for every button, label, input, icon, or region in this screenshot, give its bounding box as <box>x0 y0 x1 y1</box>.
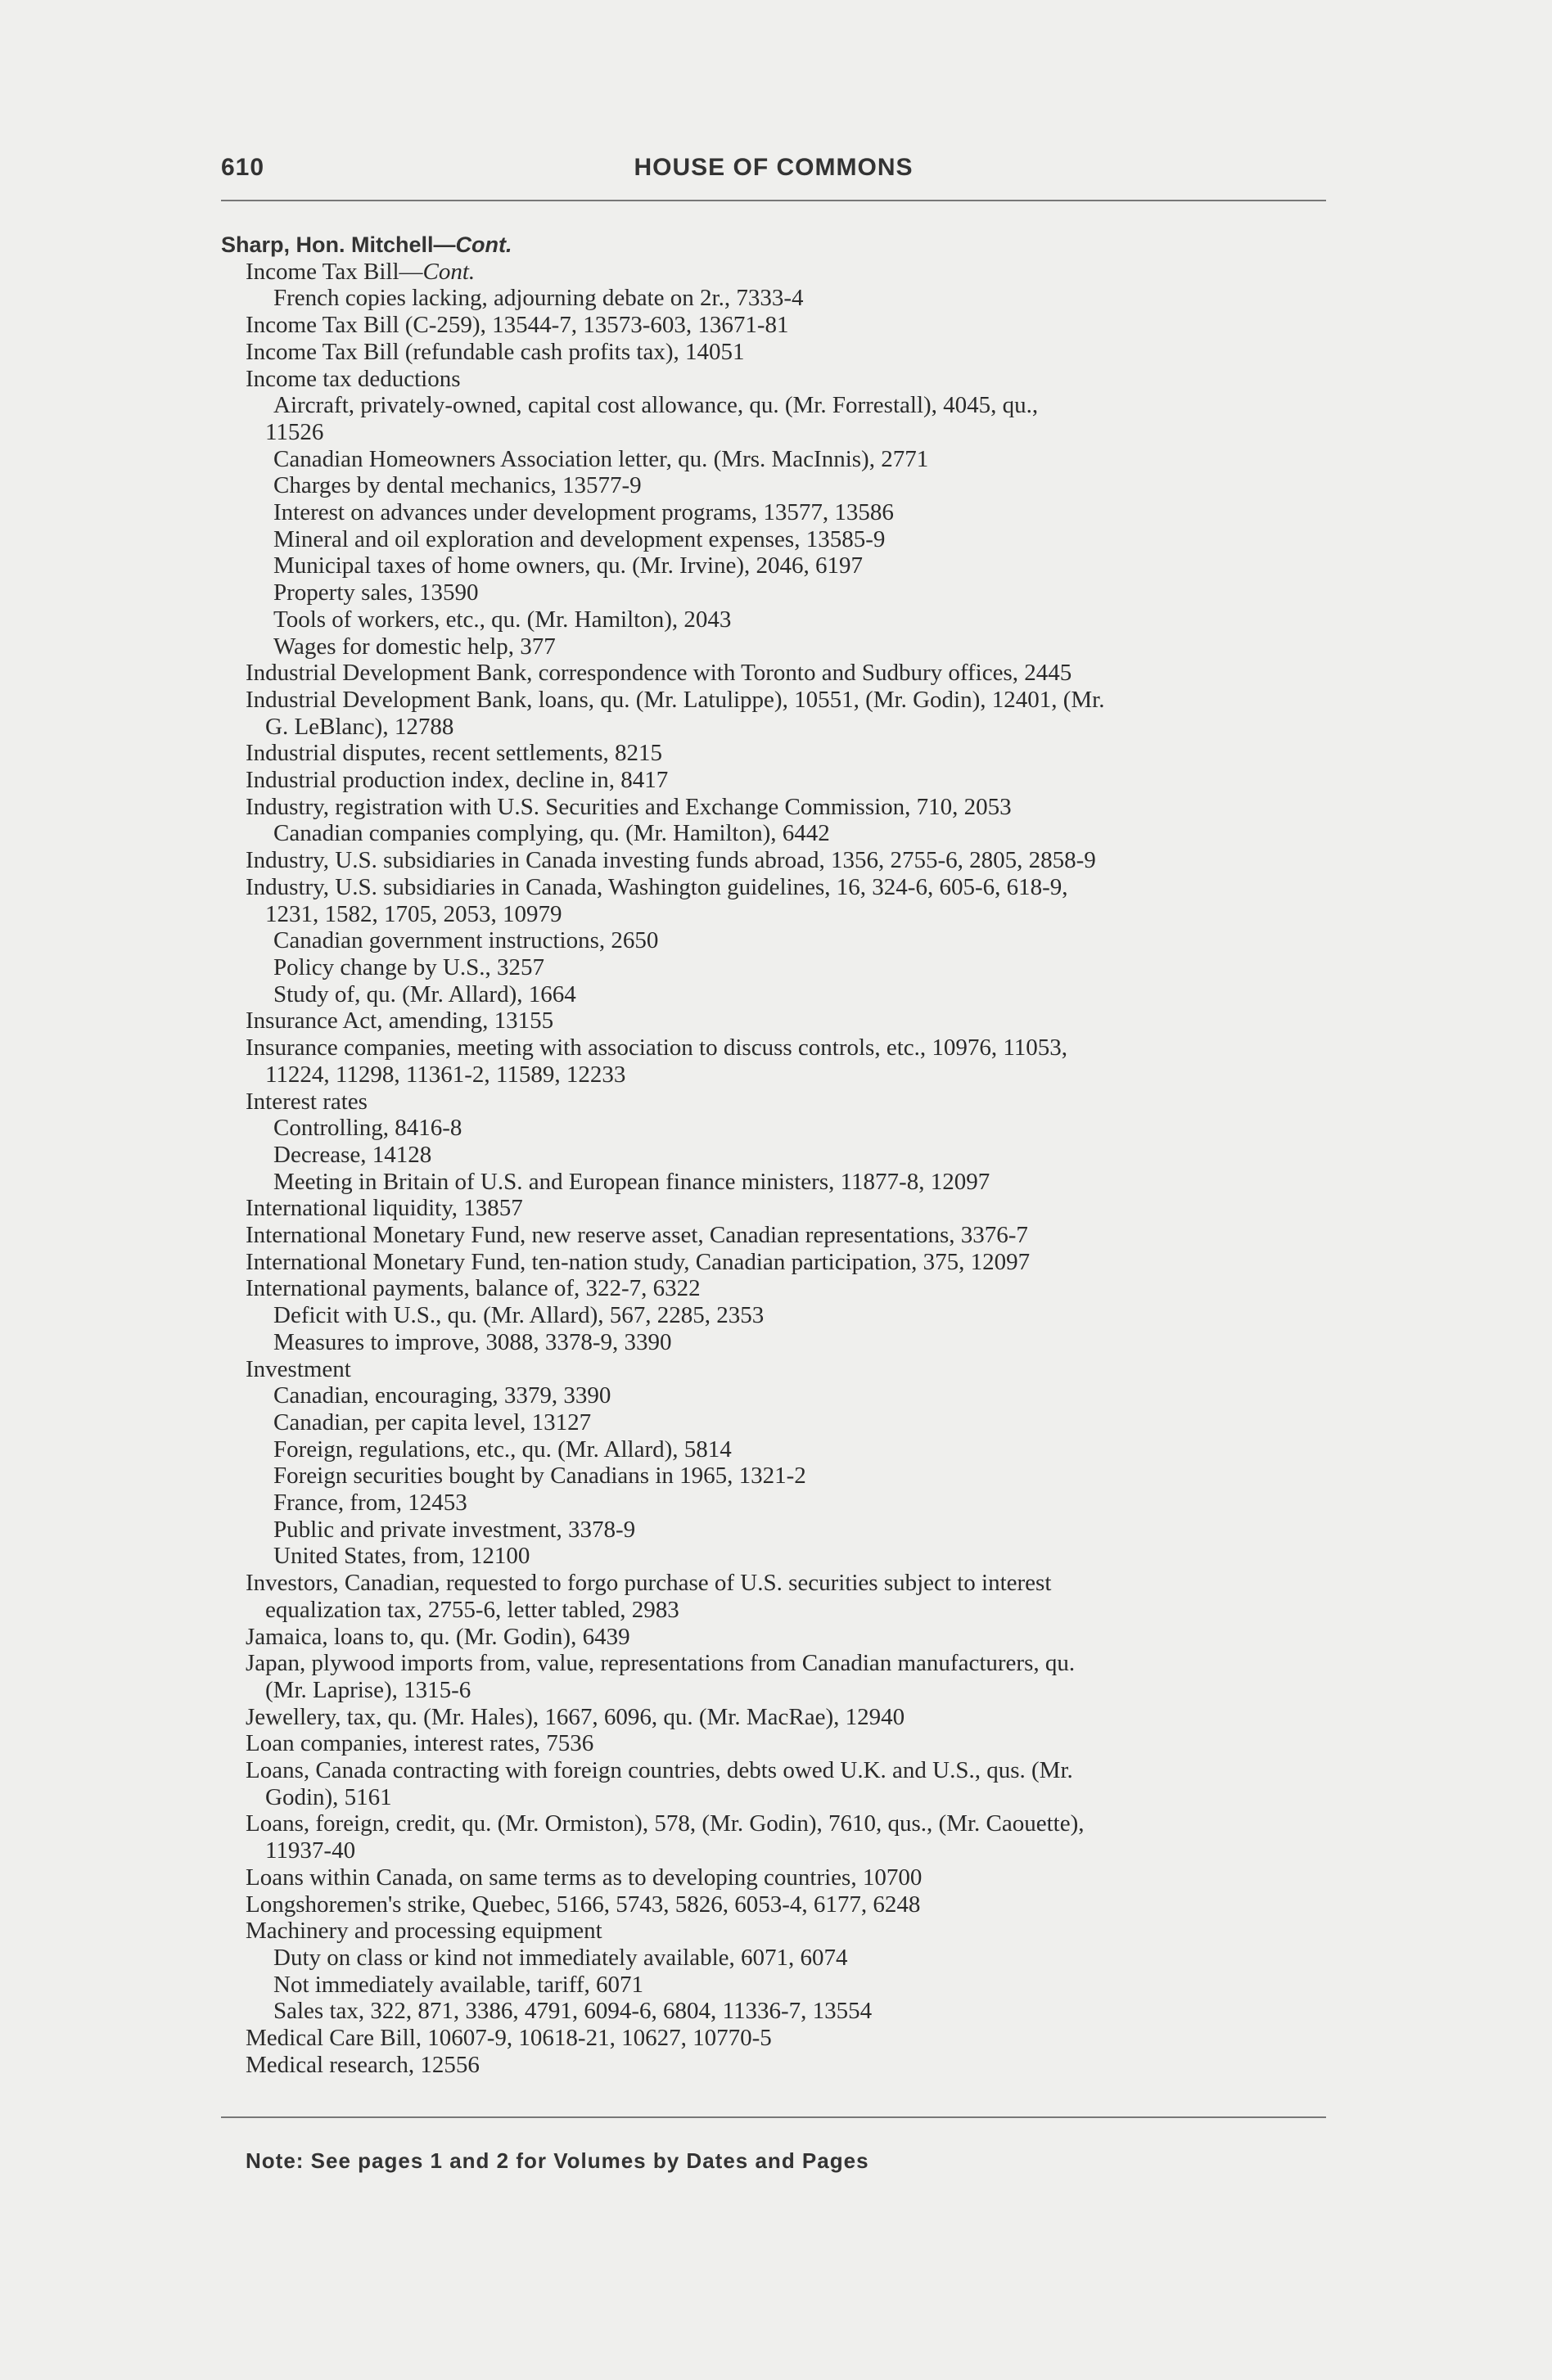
index-entry <box>221 1062 1334 1089</box>
entry-text: Canadian government instructions, 2650 <box>273 927 659 954</box>
entry-text: Municipal taxes of home owners, qu. (Mr. Irvine), 2046, 6197 <box>273 552 864 579</box>
index-entry <box>221 552 1334 579</box>
index-heading <box>221 232 1334 259</box>
page-header <box>221 147 1326 188</box>
index-entry <box>221 1597 1334 1624</box>
entry-text: Industrial production index, decline in, 8417 <box>246 767 669 794</box>
entry-text: Industrial disputes, recent settlements, 8215 <box>246 740 663 767</box>
entry-text: Loan companies, interest rates, 7536 <box>246 1730 594 1757</box>
entry-text: International Monetary Fund, ten-nation study, Canadian participation, 375, 12097 <box>246 1248 1031 1275</box>
entry-text: Controlling, 8416-8 <box>273 1115 462 1142</box>
entry-text: Medical Care Bill, 10607-9, 10618-21, 10627, 10770-5 <box>246 2025 772 2052</box>
entry-text: Investors, Canadian, requested to forgo purchase of U.S. securities subject to interest <box>246 1570 1052 1597</box>
entry-text: Income Tax Bill— <box>246 258 423 285</box>
index-entry <box>221 2025 1334 2052</box>
entry-text: International Monetary Fund, new reserve asset, Canadian representations, 3376-7 <box>246 1222 1028 1249</box>
index-entry <box>221 1034 1334 1062</box>
index-entry <box>221 1490 1334 1517</box>
index-entry <box>221 1356 1334 1383</box>
entry-text: Sales tax, 322, 871, 3386, 4791, 6094-6, 6804, 11336-7, 13554 <box>273 1998 873 2025</box>
index-entry <box>221 446 1334 473</box>
footer-note: Note: See pages 1 and 2 for Volumes by Dates and Pages <box>246 2148 869 2173</box>
footer-rule <box>221 2116 1326 2118</box>
entry-text: Interest on advances under development programs, 13577, 13586 <box>273 499 894 526</box>
index-entry <box>221 366 1334 393</box>
index-entry <box>221 1704 1334 1731</box>
index-entry <box>221 1275 1334 1302</box>
index-entry <box>221 1329 1334 1356</box>
index-entry <box>221 1918 1334 1945</box>
index-entry <box>221 981 1334 1008</box>
entry-text: Insurance Act, amending, 13155 <box>246 1007 554 1034</box>
entry-text: Industrial Development Bank, loans, qu. (Mr. Latulippe), 10551, (Mr. Godin), 12401, (Mr. <box>246 686 1105 713</box>
index-entry <box>221 927 1334 954</box>
entry-text: Canadian Homeowners Association letter, qu. (Mrs. MacInnis), 2771 <box>273 445 929 472</box>
entry-text: Insurance companies, meeting with association to discuss controls, etc., 10976, 11053, <box>246 1034 1068 1062</box>
index-entry <box>221 472 1334 499</box>
entry-text: Study of, qu. (Mr. Allard), 1664 <box>273 980 576 1007</box>
entry-text: Sharp, Hon. Mitchell— <box>221 232 456 257</box>
entry-text: 11224, 11298, 11361-2, 11589, 12233 <box>265 1061 626 1088</box>
entry-text: Foreign securities bought by Canadians in 1965, 1321-2 <box>273 1463 806 1490</box>
index-entry <box>221 1115 1334 1142</box>
entry-text: 11937-40 <box>265 1837 356 1864</box>
index-entry <box>221 1570 1334 1597</box>
index-entry <box>221 1891 1334 1918</box>
index-entry <box>221 1677 1334 1704</box>
entry-text: Canadian companies complying, qu. (Mr. Hamilton), 6442 <box>273 820 830 847</box>
index-entry <box>221 1945 1334 1972</box>
entry-text: Income Tax Bill (refundable cash profits tax), 14051 <box>246 338 745 365</box>
entry-text: equalization tax, 2755-6, letter tabled, 2983 <box>265 1596 679 1623</box>
index-entry <box>221 2052 1334 2079</box>
index-entry <box>221 1784 1334 1811</box>
entry-text: International liquidity, 13857 <box>246 1195 523 1222</box>
entry-text: Income tax deductions <box>246 365 461 392</box>
index-entry <box>221 1730 1334 1757</box>
index-entry <box>221 419 1334 446</box>
index-entry <box>221 1998 1334 2025</box>
entry-text: 11526 <box>265 418 324 445</box>
entry-text: Tools of workers, etc., qu. (Mr. Hamilton), 2043 <box>273 606 732 633</box>
index-entry <box>221 1810 1334 1837</box>
index-entry <box>221 1864 1334 1891</box>
index-entry <box>221 847 1334 874</box>
entry-text: Industry, U.S. subsidiaries in Canada investing funds abroad, 1356, 2755-6, 2805, 2858-9 <box>246 847 1096 874</box>
header-rule <box>221 200 1326 201</box>
index-entry <box>221 1463 1334 1490</box>
entry-text: Decrease, 14128 <box>273 1141 432 1168</box>
index-entry <box>221 1837 1334 1864</box>
index-entry <box>221 1650 1334 1677</box>
entry-text: International payments, balance of, 322-7, 6322 <box>246 1275 701 1302</box>
page-number: 610 <box>221 154 265 181</box>
index-entry <box>221 954 1334 981</box>
continued-marker: Cont. <box>455 232 512 257</box>
entry-text: G. LeBlanc), 12788 <box>265 713 454 740</box>
index-entry <box>221 901 1334 928</box>
index-entry <box>221 1624 1334 1651</box>
index-entry <box>221 687 1334 714</box>
entry-text: French copies lacking, adjourning debate on 2r., 7333-4 <box>273 285 804 312</box>
index-entry <box>221 767 1334 794</box>
entry-text: Mineral and oil exploration and development expenses, 13585-9 <box>273 525 886 552</box>
index-entry <box>221 606 1334 633</box>
index-entry <box>221 714 1334 741</box>
entry-text: Foreign, regulations, etc., qu. (Mr. Allard), 5814 <box>273 1436 732 1463</box>
entry-text: Industrial Development Bank, correspondence with Toronto and Sudbury offices, 2445 <box>246 660 1072 687</box>
index-entry <box>221 1382 1334 1409</box>
entry-text: Public and private investment, 3378-9 <box>273 1516 636 1543</box>
entry-text: Medical research, 12556 <box>246 2051 480 2078</box>
entry-text: Japan, plywood imports from, value, representations from Canadian manufacturers, qu. <box>246 1650 1076 1677</box>
index-entry <box>221 1089 1334 1116</box>
index-entry <box>221 1222 1334 1249</box>
index-entry <box>221 1436 1334 1463</box>
entry-text: Loans, foreign, credit, qu. (Mr. Ormiston), 578, (Mr. Godin), 7610, qus., (Mr. Caouette), <box>246 1810 1085 1837</box>
entry-text: (Mr. Laprise), 1315-6 <box>265 1676 471 1703</box>
entry-text: Duty on class or kind not immediately available, 6071, 6074 <box>273 1945 848 1971</box>
continued-marker: Cont. <box>422 258 476 285</box>
entry-text: Charges by dental mechanics, 13577-9 <box>273 472 642 499</box>
entry-text: Measures to improve, 3088, 3378-9, 3390 <box>273 1328 672 1355</box>
entry-text: Machinery and processing equipment <box>246 1918 602 1945</box>
entry-text: Wages for domestic help, 377 <box>273 633 556 660</box>
index-entry <box>221 1517 1334 1544</box>
entry-text: Interest rates <box>246 1088 368 1115</box>
entry-text: Deficit with U.S., qu. (Mr. Allard), 567, 2285, 2353 <box>273 1302 765 1329</box>
index-entry <box>221 820 1334 847</box>
index-entry <box>221 285 1334 312</box>
entry-text: Aircraft, privately-owned, capital cost allowance, qu. (Mr. Forrestall), 4045, qu., <box>273 392 1039 419</box>
index-entry <box>221 874 1334 901</box>
index-entry <box>221 1409 1334 1436</box>
index-entry <box>221 740 1334 767</box>
entry-text: Canadian, per capita level, 13127 <box>273 1409 592 1436</box>
entry-text: Income Tax Bill (C-259), 13544-7, 13573-603, 13671-81 <box>246 312 789 339</box>
index-entry <box>221 1142 1334 1169</box>
entry-text: 1231, 1582, 1705, 2053, 10979 <box>265 900 562 927</box>
page-title: HOUSE OF COMMONS <box>634 154 914 181</box>
index-entry <box>221 259 1334 286</box>
index-entry <box>221 1195 1334 1222</box>
index-entry <box>221 1757 1334 1784</box>
entry-text: Godin), 5161 <box>265 1783 392 1810</box>
entry-text: Industry, U.S. subsidiaries in Canada, Washington guidelines, 16, 324-6, 605-6, 618-9, <box>246 873 1068 900</box>
index-entry <box>221 633 1334 660</box>
entry-text: Policy change by U.S., 3257 <box>273 953 545 980</box>
entry-text: Investment <box>246 1355 351 1382</box>
index-entry <box>221 1249 1334 1276</box>
index-entry <box>221 579 1334 606</box>
index-entry <box>221 1543 1334 1570</box>
entry-text: France, from, 12453 <box>273 1490 467 1517</box>
entry-text: Loans within Canada, on same terms as to developing countries, 10700 <box>246 1864 923 1891</box>
index-entries <box>221 232 1334 2079</box>
index-entry <box>221 392 1334 419</box>
index-entry <box>221 526 1334 553</box>
index-entry <box>221 1972 1334 1999</box>
entry-text: Property sales, 13590 <box>273 579 479 606</box>
entry-text: Industry, registration with U.S. Securities and Exchange Commission, 710, 2053 <box>246 793 1012 820</box>
index-entry <box>221 794 1334 821</box>
index-entry <box>221 1169 1334 1196</box>
index-entry <box>221 339 1334 366</box>
index-entry <box>221 1302 1334 1329</box>
index-entry <box>221 499 1334 526</box>
entry-text: United States, from, 12100 <box>273 1543 530 1570</box>
entry-text: Not immediately available, tariff, 6071 <box>273 1971 644 1998</box>
entry-text: Loans, Canada contracting with foreign countries, debts owed U.K. and U.S., qus. (Mr. <box>246 1757 1073 1784</box>
entry-text: Longshoremen's strike, Quebec, 5166, 5743, 5826, 6053-4, 6177, 6248 <box>246 1891 921 1918</box>
entry-text: Jewellery, tax, qu. (Mr. Hales), 1667, 6096, qu. (Mr. MacRae), 12940 <box>246 1703 905 1730</box>
index-entry <box>221 660 1334 687</box>
index-entry <box>221 1007 1334 1034</box>
entry-text: Canadian, encouraging, 3379, 3390 <box>273 1382 611 1409</box>
entry-text: Jamaica, loans to, qu. (Mr. Godin), 6439 <box>246 1623 630 1650</box>
index-entry <box>221 312 1334 339</box>
entry-text: Meeting in Britain of U.S. and European finance ministers, 11877-8, 12097 <box>273 1168 990 1195</box>
